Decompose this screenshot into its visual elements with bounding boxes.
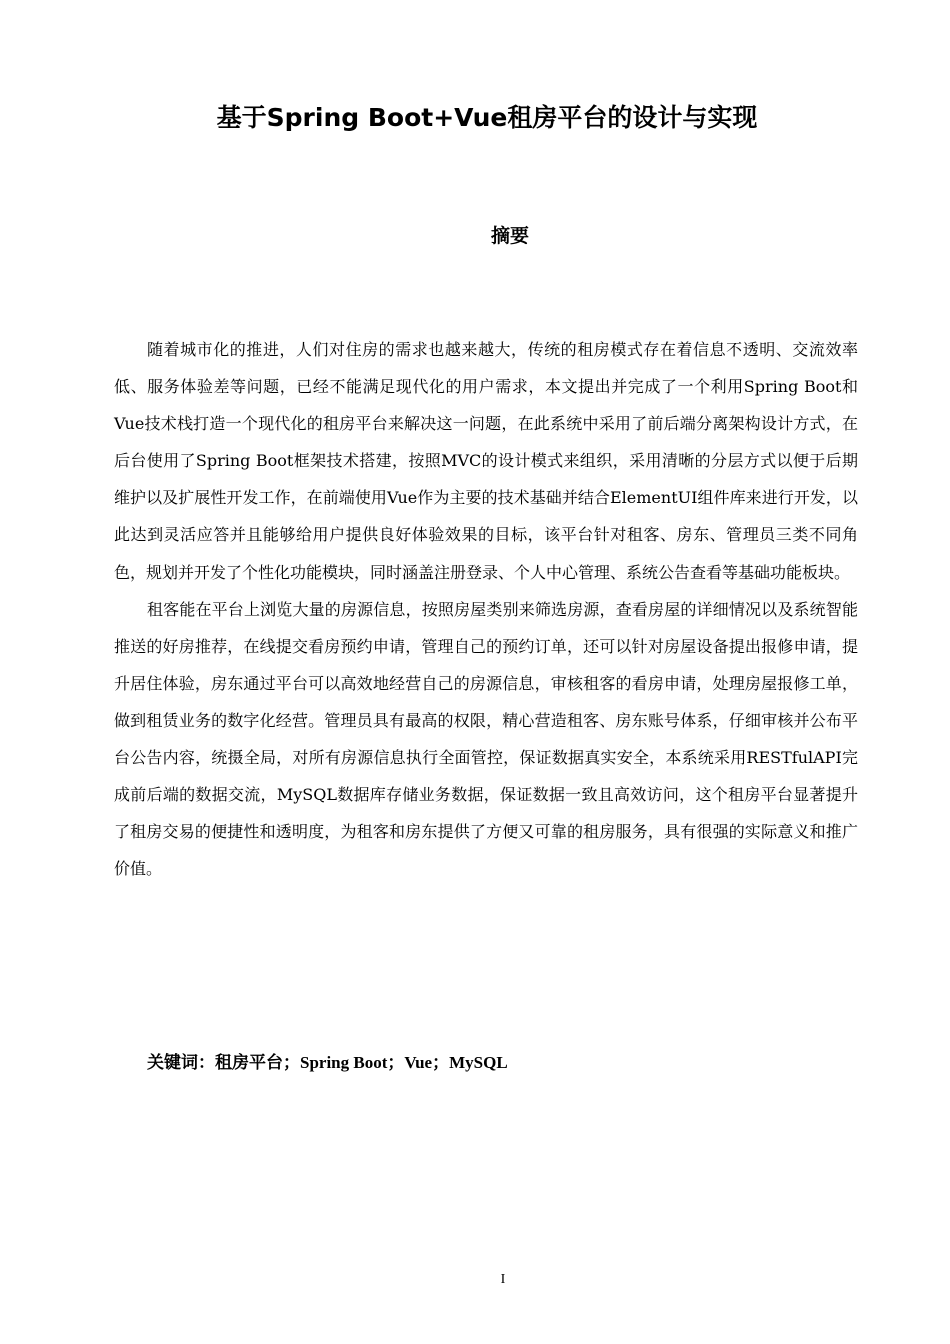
- abstract-body: [114, 331, 858, 887]
- abstract-paragraph: 租客能在平台上浏览大量的房源信息，按照房屋类别来筛选房源，查看房屋的详细情况以及系统智能推送的好房推荐，在线提交看房预约申请，管理自己的预约订单，还可以针对房屋设备提出报修申请，提升居住体验，房东通过平台可以高效地经营自己的房源信息，审核租客的看房申请，处理房屋报修工单，做到租赁业务的数字化经营。管理员具有最高的权限，精心营造租客、房东账号体系，仔细审核并公布平台公告内容，统摄全局，对所有房源信息执行全面管控，保证数据真实安全，本系统采用RESTfulAPI完成前后端的数据交流，MySQL数据库存储业务数据，保证数据一致且高效访问，这个租房平台显著提升了租房交易的便捷性和透明度，为租客和房东提供了方便又可靠的租房服务，具有很强的实际意义和推广价值。: [114, 599, 858, 879]
- document-title: 基于Spring Boot+Vue租房平台的设计与实现: [216, 103, 758, 132]
- abstract-heading: 摘要: [490, 225, 529, 247]
- page-number: I: [500, 1272, 506, 1287]
- abstract-paragraph: 随着城市化的推进，人们对住房的需求也越来越大，传统的租房模式存在着信息不透明、交流效率低、服务体验差等问题，已经不能满足现代化的用户需求，本文提出并完成了一个利用Spring Boot和Vue技术栈打造一个现代化的租房平台来解决这一问题，在此系统中采用了前后端分离架构设计方式，在后台使用了Spring Boot框架技术搭建，按照MVC的设计模式来组织，采用清晰的分层方式以便于后期维护以及扩展性开发工作，在前端使用Vue作为主要的技术基础并结合ElementUI组件库来进行开发，以此达到灵活应答并且能够给用户提供良好体验效果的目标，该平台针对租客、房东、管理员三类不同角色，规划并开发了个性化功能模块，同时涵盖注册登录、个人中心管理、系统公告查看等基础功能板块。: [114, 340, 858, 582]
- keywords-line: 关键词：租房平台；Spring Boot；Vue；MySQL: [147, 1053, 508, 1072]
